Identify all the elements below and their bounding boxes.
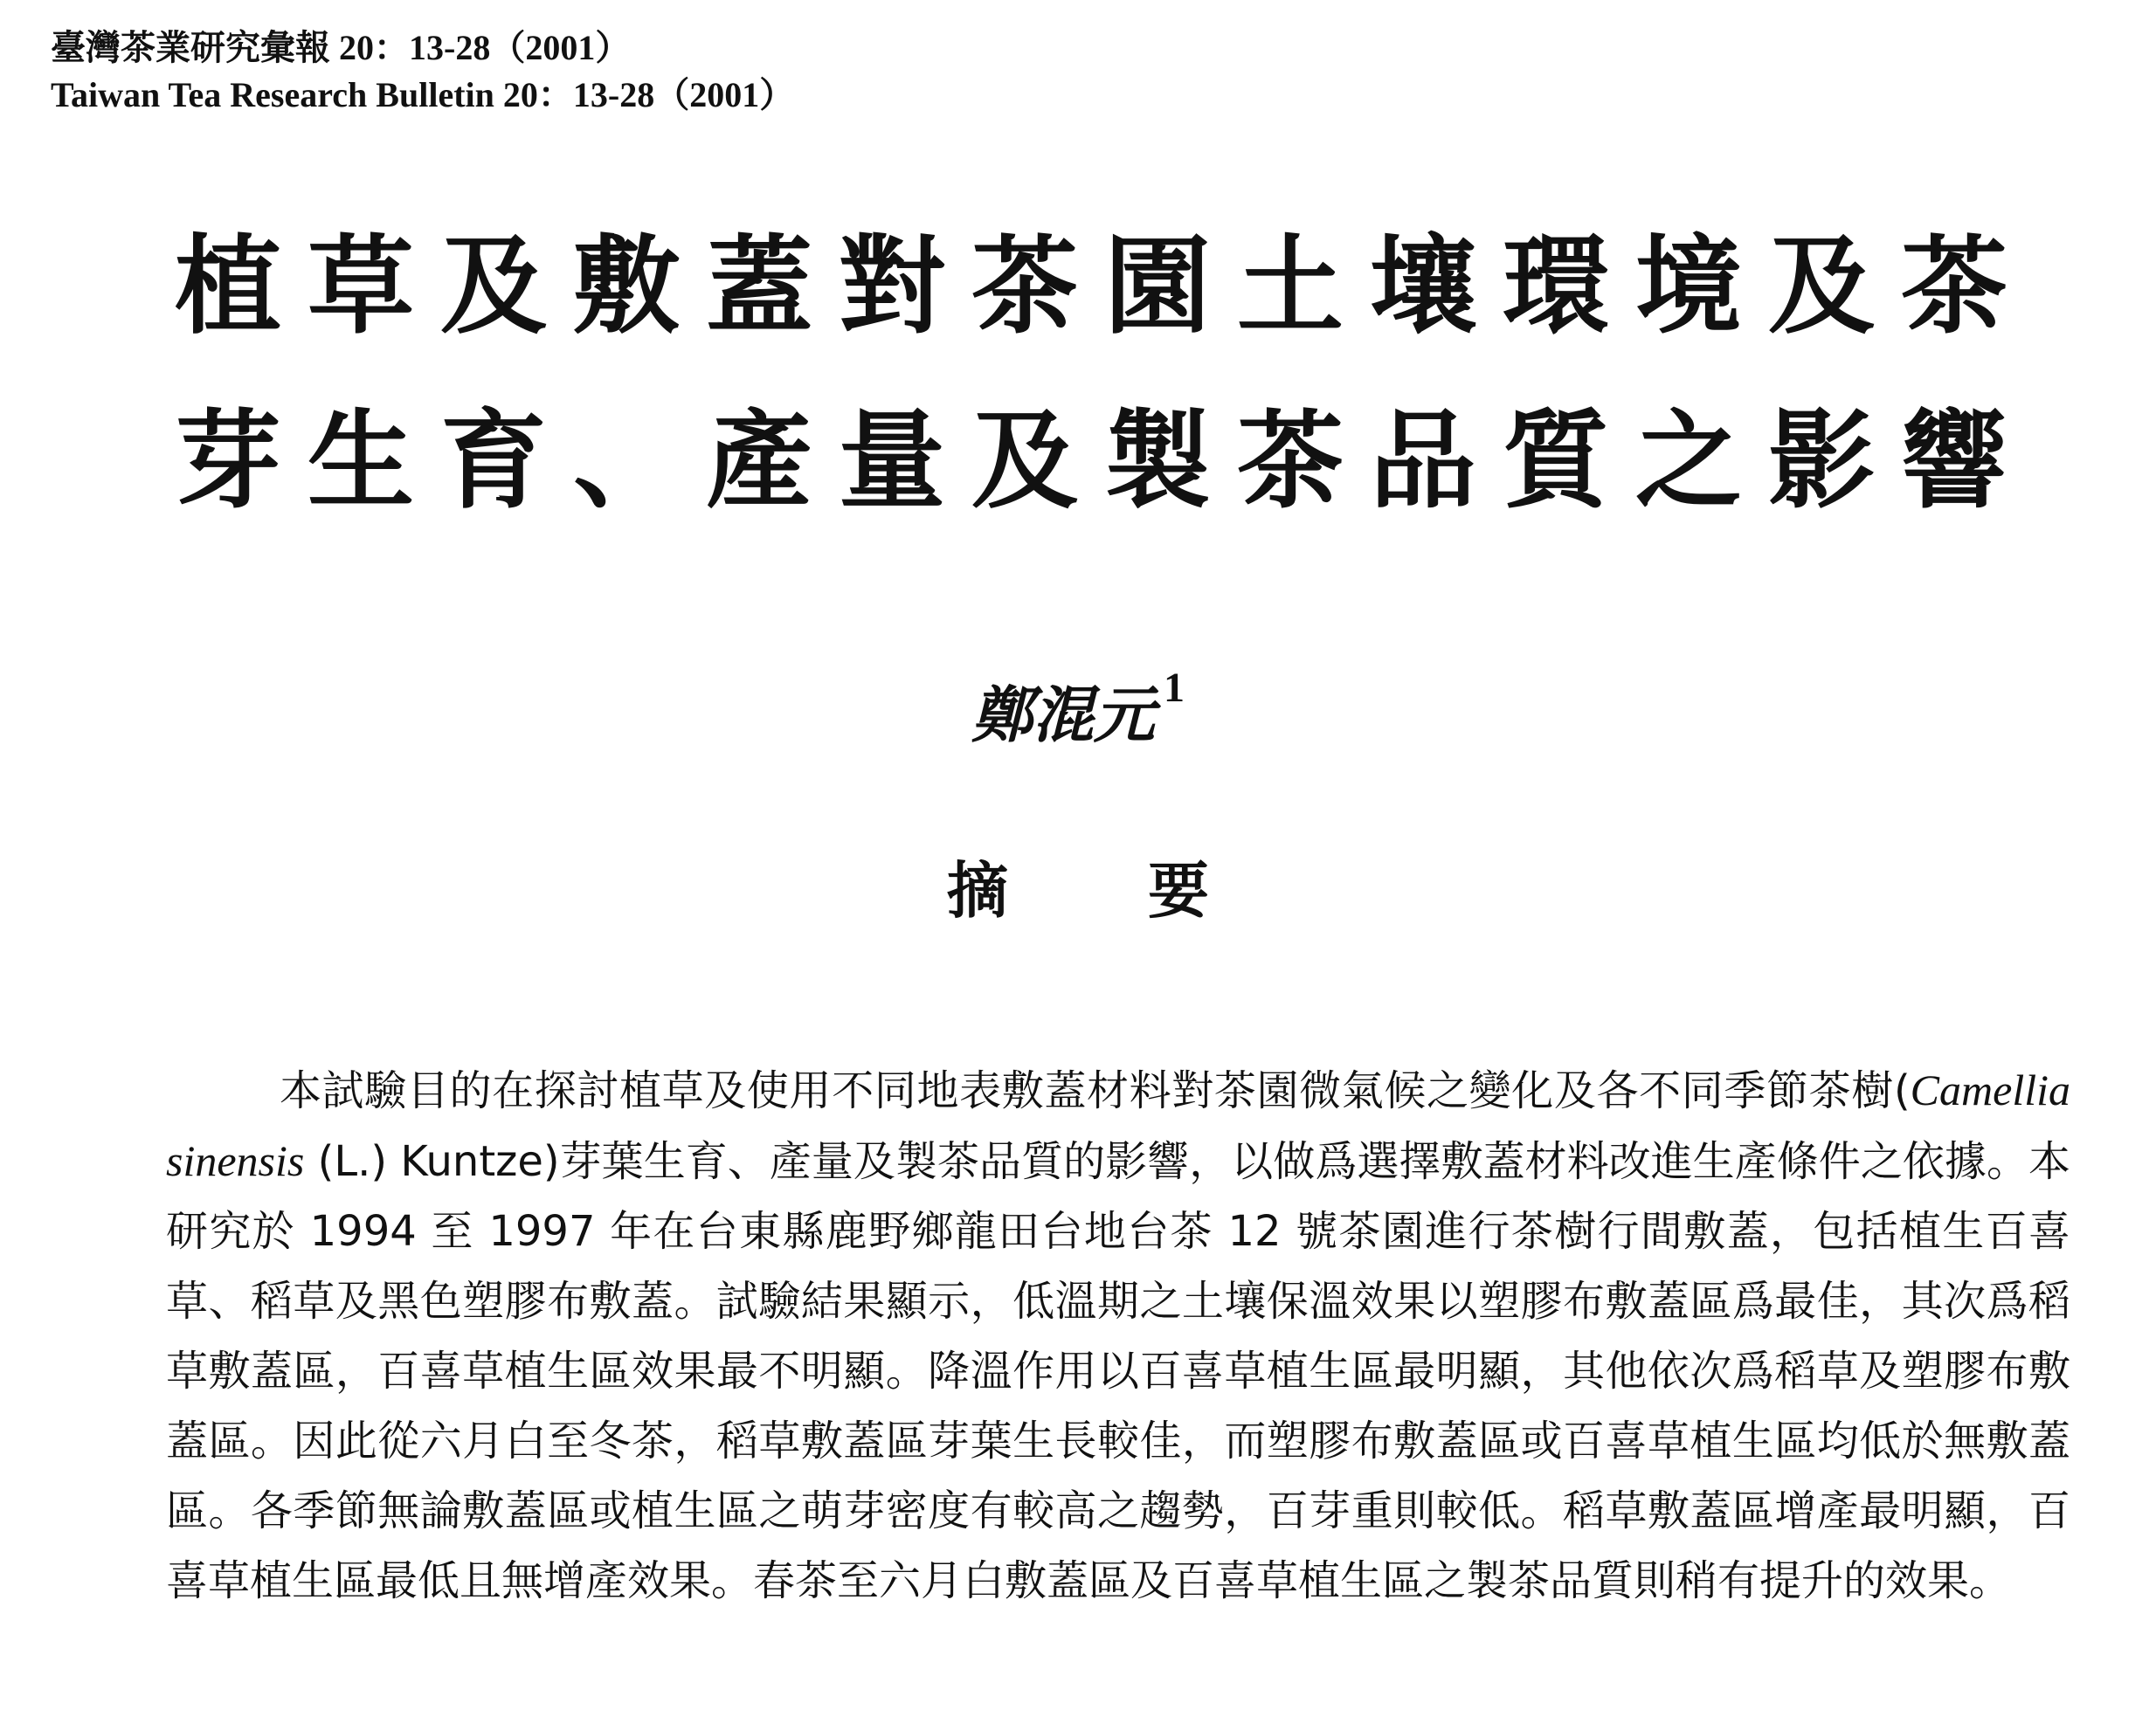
abstract-body [166,1055,2070,1616]
author-name: 鄭混元 [971,679,1155,751]
abstract-text-part-1: 本試驗目的在探討植草及使用不同地表敷蓋材料對茶園微氣候之變化及各不同季節茶樹( [280,1066,1911,1115]
abstract-text-part-2: (L.) Kuntze)芽葉生育、產量及製茶品質的影響，以做爲選擇敷蓋材料改進生產條件之依據。本研究於 1994 至 1997 年在台東縣鹿野鄉龍田台地台茶 12 號茶園進行茶樹行間敷蓋，包括植生百喜草、稻草及黑色塑膠布敷蓋。試驗結果顯示，低溫期之土壤保溫效果以塑膠布敷蓋區爲最佳，其次爲稻草敷蓋區，百喜草植生區效果最不明顯。降溫作用以百喜草植生區最明顯，其他依次爲稻草及塑膠布敷蓋區。因此從六月白至冬茶，稻草敷蓋區芽葉生長較佳，而塑膠布敷蓋區或百喜草植生區均低於無敷蓋區。各季節無論敷蓋區或植生區之萌芽密度有較高之趨勢，百芽重則較低。稻草敷蓋區增產最明顯，百喜草植生區最低且無增產效果。春茶至六月白敷蓋區及百喜草植生區之製茶品質則稍有提升的效果。 [166,1137,2070,1605]
author-affiliation-mark: 1 [1164,665,1185,711]
species-name: Camellia sinensis [166,1065,2070,1185]
paper-title-line-1: 植草及敷蓋對茶園土壤環境及茶 [175,223,2034,348]
journal-citation-english: Taiwan Tea Research Bulletin 20：13-28（2001） [51,75,795,114]
journal-citation [51,24,794,119]
abstract-heading: 摘要 [947,855,1349,927]
author-line [0,653,2156,750]
journal-citation-chinese: 臺灣茶業研究彙報 20：13-28（2001） [51,28,631,67]
paper-title-line-2: 芽生育、產量及製茶品質之影響 [175,397,2034,523]
